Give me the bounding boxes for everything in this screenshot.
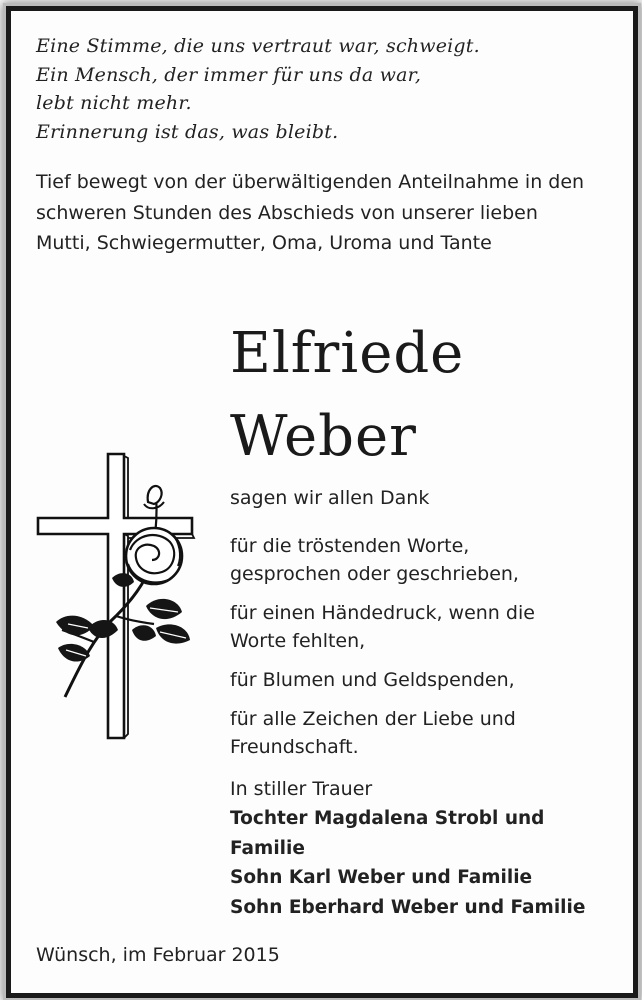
mourning-label: In stiller Trauer — [230, 778, 373, 800]
poem-line: Erinnerung ist das, was bleibt. — [36, 120, 339, 143]
poem — [36, 32, 480, 146]
poem-line: lebt nicht mehr. — [36, 92, 192, 114]
thanks-section — [230, 484, 535, 772]
thanks-item — [230, 532, 535, 588]
cross-with-rose-icon — [32, 452, 202, 742]
deceased-last-name: Weber — [230, 404, 417, 469]
thanks-line: Freundschaft. — [230, 736, 359, 758]
thanks-item — [230, 599, 535, 655]
deceased-name — [230, 312, 464, 478]
place-date: Wünsch, im Februar 2015 — [36, 944, 280, 966]
thanks-line: gesprochen oder geschrieben, — [230, 563, 519, 585]
thanks-line: Worte fehlten, — [230, 630, 366, 652]
deceased-first-name: Elfriede — [230, 321, 465, 386]
poem-line: Eine Stimme, die uns vertraut war, schweigt. — [36, 35, 480, 57]
thanks-lead: sagen wir allen Dank — [230, 487, 430, 509]
thanks-line: für die tröstenden Worte, — [230, 535, 470, 557]
mourner-line: Familie — [230, 837, 305, 859]
thanks-item — [230, 666, 535, 694]
signoff — [230, 775, 585, 922]
thanks-line: für einen Händedruck, wenn die — [230, 602, 535, 624]
mourner-line: Sohn Eberhard Weber und Familie — [230, 896, 586, 918]
intro-text: Tief bewegt von der überwältigenden Anteilnahme in den schweren Stunden des Abschieds von unserer lieben Mutti, Schwiegermutter, Oma, Uroma und Tante — [36, 171, 585, 254]
mourner-line: Tochter Magdalena Strobl und — [230, 808, 545, 829]
thanks-item — [230, 705, 535, 761]
thanks-line: für Blumen und Geldspenden, — [230, 669, 515, 691]
poem-line: Ein Mensch, der immer für uns da war, — [36, 63, 422, 86]
mourner-line: Sohn Karl Weber und Familie — [230, 867, 533, 888]
thanks-line: für alle Zeichen der Liebe und — [230, 708, 516, 730]
